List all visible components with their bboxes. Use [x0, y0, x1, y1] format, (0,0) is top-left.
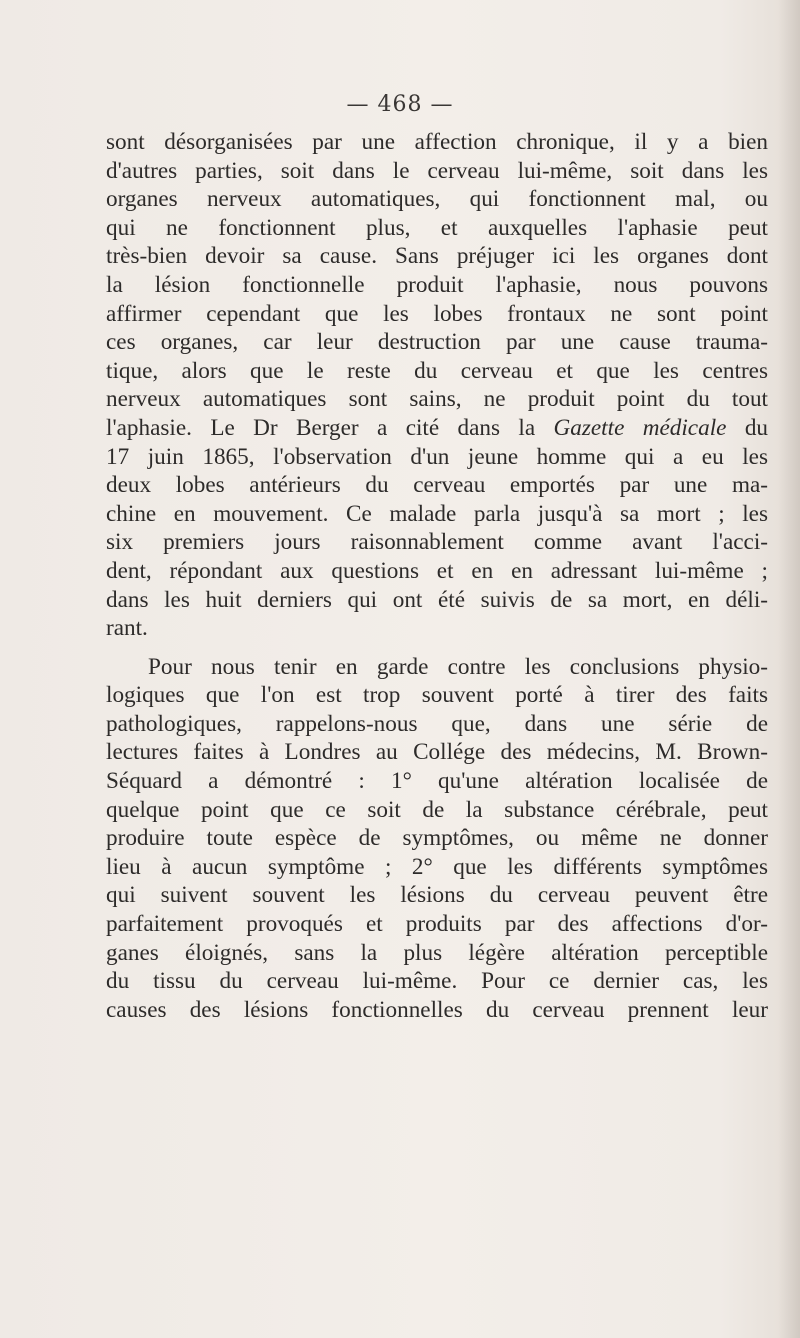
text-line: chine en mouvement. Ce malade parla jusqu'à sa mort ; les — [106, 500, 768, 527]
journal-title: Gazette médicale — [553, 414, 727, 441]
page-edge-shadow — [778, 0, 800, 1338]
text-line: d'autres parties, soit dans le cerveau lui-même, soit dans les — [106, 157, 768, 184]
text-line: la lésion fonctionnelle produit l'aphasie, nous pouvons — [106, 271, 768, 298]
text-line: dans les huit derniers qui ont été suivis de sa mort, en déli- — [106, 586, 768, 613]
text-segment: l'aphasie. Le Dr Berger a cité dans la — [106, 414, 536, 441]
text-line: sont désorganisées par une affection chronique, il y a bien — [106, 129, 768, 155]
text-line: tique, alors que le reste du cerveau et que les centres — [106, 357, 768, 384]
text-line: lieu à aucun symptôme ; 2° que les différents symptômes — [106, 853, 768, 880]
body-text — [106, 128, 768, 1024]
text-line: rant. — [106, 615, 148, 642]
text-line: produire toute espèce de symptômes, ou même ne donner — [106, 825, 768, 852]
paragraph-1 — [106, 128, 768, 643]
text-line: 17 juin 1865, l'observation d'un jeune homme qui a eu les — [106, 443, 768, 470]
text-line: dent, répondant aux questions et en en adressant lui-même ; — [106, 557, 768, 584]
text-line: quelque point que ce soit de la substance cérébrale, peut — [106, 796, 768, 823]
text-line: Pour nous tenir en garde contre les conclusions physio- — [148, 653, 768, 680]
text-line: ganes éloignés, sans la plus légère altération perceptible — [106, 939, 768, 966]
text-line: très-bien devoir sa cause. Sans préjuger ici les organes dont — [106, 243, 768, 270]
text-line: pathologiques, rappelons-nous que, dans une série de — [106, 710, 768, 737]
text-line: ces organes, car leur destruction par une cause trauma- — [106, 329, 768, 356]
paragraph-gap — [106, 643, 768, 653]
text-line: parfaitement provoqués et produits par des affections d'or- — [106, 911, 768, 938]
text-line: six premiers jours raisonnablement comme avant l'acci- — [106, 529, 768, 556]
text-line: causes des lésions fonctionnelles du cerveau prennent leur — [106, 996, 768, 1023]
text-line: qui ne fonctionnent plus, et auxquelles l'aphasie peut — [106, 214, 768, 241]
text-line-with-citation — [106, 414, 768, 443]
text-line: deux lobes antérieurs du cerveau emportés par une ma- — [106, 472, 768, 499]
text-line: qui suivent souvent les lésions du cerveau peuvent être — [106, 882, 768, 909]
text-line: du tissu du cerveau lui-même. Pour ce dernier cas, les — [106, 968, 768, 995]
page-number: — 468 — — [346, 92, 454, 117]
text-segment: du — [744, 414, 768, 441]
text-line: organes nerveux automatiques, qui fonctionnent mal, ou — [106, 186, 768, 213]
text-line: lectures faites à Londres au Collége des médecins, M. Brown- — [106, 739, 768, 766]
text-line: logiques que l'on est trop souvent porté à tirer des faits — [106, 682, 768, 709]
paragraph-2 — [106, 653, 768, 1025]
text-line: affirmer cependant que les lobes frontaux ne sont point — [106, 300, 768, 327]
text-line: nerveux automatiques sont sains, ne produit point du tout — [106, 386, 768, 413]
text-line: Séquard a démontré : 1° qu'une altération localisée de — [106, 768, 768, 795]
